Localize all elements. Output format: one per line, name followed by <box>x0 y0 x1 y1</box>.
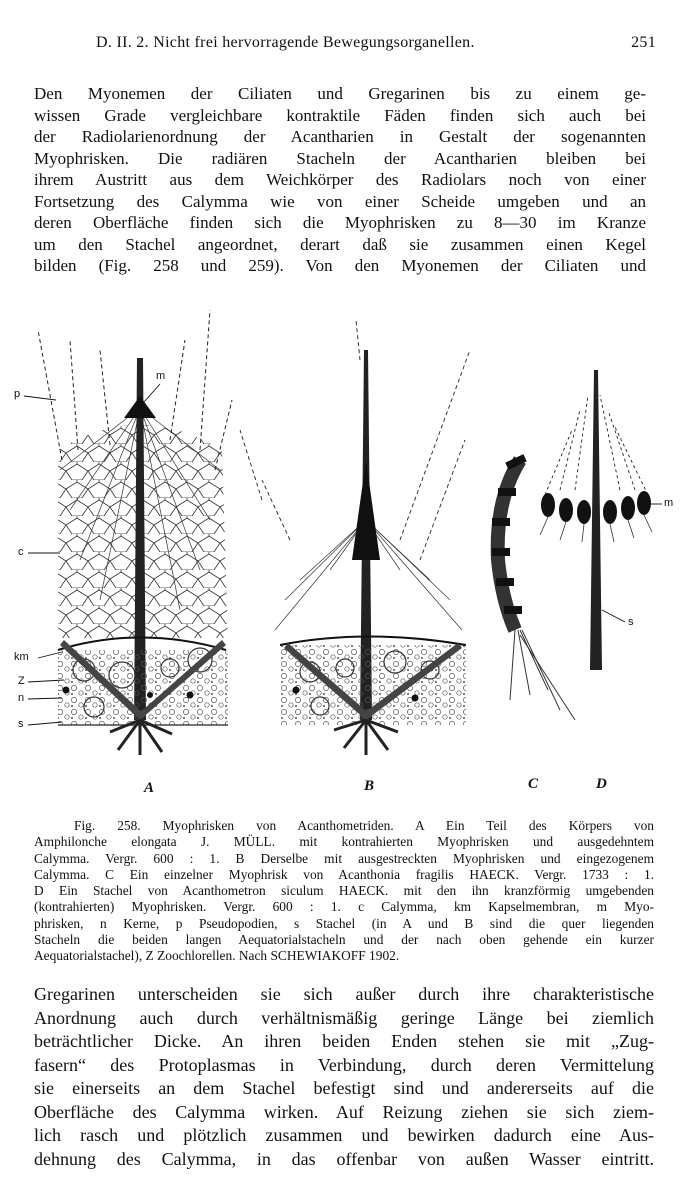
panel-d-drawing <box>540 370 652 670</box>
page-number: 251 <box>631 34 656 51</box>
paragraph-bottom <box>34 983 654 1171</box>
panel-label-b: B <box>364 778 375 794</box>
caption-line: Calymma. C Ein einzelner Myophrisk von Acanthonia fragilis HAECK. Vergr. 1733 : 1. <box>34 866 654 882</box>
caption-line: Amphilonche elongata J. MÜLL. mit kontrahierten Myophrisken und ausgedehntem <box>34 834 654 850</box>
text-line: deren Oberfläche finden sich die Myophrisken zu 8—30 im Kranze <box>34 213 646 232</box>
panel-a-drawing <box>38 310 232 755</box>
figure-caption <box>34 818 654 965</box>
label-m-a: m <box>156 370 166 382</box>
caption-line: Aequatorialstachel), Z Zoochlorellen. Nach SCHEWIAKOFF 1902. <box>34 948 400 964</box>
text-line: ihrem Austritt aus dem Weichkörper des Radiolars noch von einer <box>34 170 646 189</box>
label-km: km <box>14 651 29 663</box>
caption-line: Fig. 258. Myophrisken von Acanthometriden. A Ein Teil des Körpers von <box>74 818 654 833</box>
text-line: Anordnung auch durch verhältnismäßig geringe Länge bei ziemlich <box>34 1007 654 1028</box>
text-line: Gregarinen unterscheiden sie sich außer durch ihre charakteristische <box>34 984 654 1004</box>
figure-258 <box>0 300 690 810</box>
text-line: Fortsetzung des Calymma wie von einer Scheide umgeben und an <box>34 191 646 211</box>
running-head <box>96 34 656 52</box>
label-p: p <box>14 388 21 400</box>
text-line: dehnung des Calymma, in das offenbar von außen Wasser eintritt. <box>34 1148 654 1169</box>
label-z: Z <box>18 675 25 687</box>
text-line: beträchtlicher Dicke. An ihren beiden Enden stehen sie mit „Zug- <box>34 1031 654 1051</box>
text-line: Myophrisken. Die radiären Stacheln der Acantharien bleiben bei <box>34 148 646 168</box>
label-s: s <box>18 718 24 730</box>
caption-line: phrisken, n Kerne, p Pseudopodien, s Stachel (in A und B sind die quer liegenden <box>34 915 654 931</box>
panel-c-drawing <box>492 454 575 720</box>
text-line: Den Myonemen der Ciliaten und Gregarinen bis zu einem ge- <box>34 84 646 103</box>
text-line: der Radiolarienordnung der Acantharien in Gestalt der sogenannten <box>34 127 646 146</box>
text-line: sie einerseits an dem Stachel befestigt sind und andererseits auf die <box>34 1078 654 1098</box>
panel-label-d: D <box>596 776 607 792</box>
caption-line: (kontrahierten) Myophrisken. Vergr. 600 : 1. c Calymma, km Kapselmembran, m Myo- <box>34 899 654 915</box>
label-m-d: m <box>664 497 674 509</box>
caption-line: Stacheln die beiden langen Aequatorialstacheln und der nach oben gehende ein kurzer <box>34 932 654 948</box>
label-s-d: s <box>628 616 634 628</box>
label-n: n <box>18 692 25 704</box>
text-line: Oberfläche des Calymma wirken. Auf Reizung ziehen sie sich ziem- <box>34 1101 654 1122</box>
paragraph-top <box>34 83 646 277</box>
panel-b-drawing <box>240 320 470 755</box>
text-line: bilden (Fig. 258 und 259). Von den Myonemen der Ciliaten und <box>34 256 646 275</box>
caption-line: D Ein Stachel von Acanthometron siculum HAECK. mit den ihn kranzförmig umgebenden <box>34 883 654 899</box>
caption-line: Calymma. Vergr. 600 : 1. B Derselbe mit ausgestreckten Myophrisken und eingezogenem <box>34 850 654 866</box>
text-line: fasern“ des Protoplasmas in Verbindung, durch deren Vermittelung <box>34 1054 654 1075</box>
text-line: wissen Grade vergleichbare kontraktile Fäden finden sich auch bei <box>34 105 646 125</box>
running-title: D. II. 2. Nicht frei hervorragende Bewegungsorganellen. <box>96 34 475 51</box>
label-c: c <box>18 546 24 558</box>
figure-illustration <box>0 300 690 810</box>
text-line: lich rasch und plötzlich zusammen und bewirken dadurch eine Aus- <box>34 1125 654 1145</box>
text-line: um den Stachel angeordnet, derart daß sie zusammen einen Kegel <box>34 234 646 254</box>
panel-label-c: C <box>528 776 539 792</box>
panel-label-a: A <box>144 780 155 796</box>
